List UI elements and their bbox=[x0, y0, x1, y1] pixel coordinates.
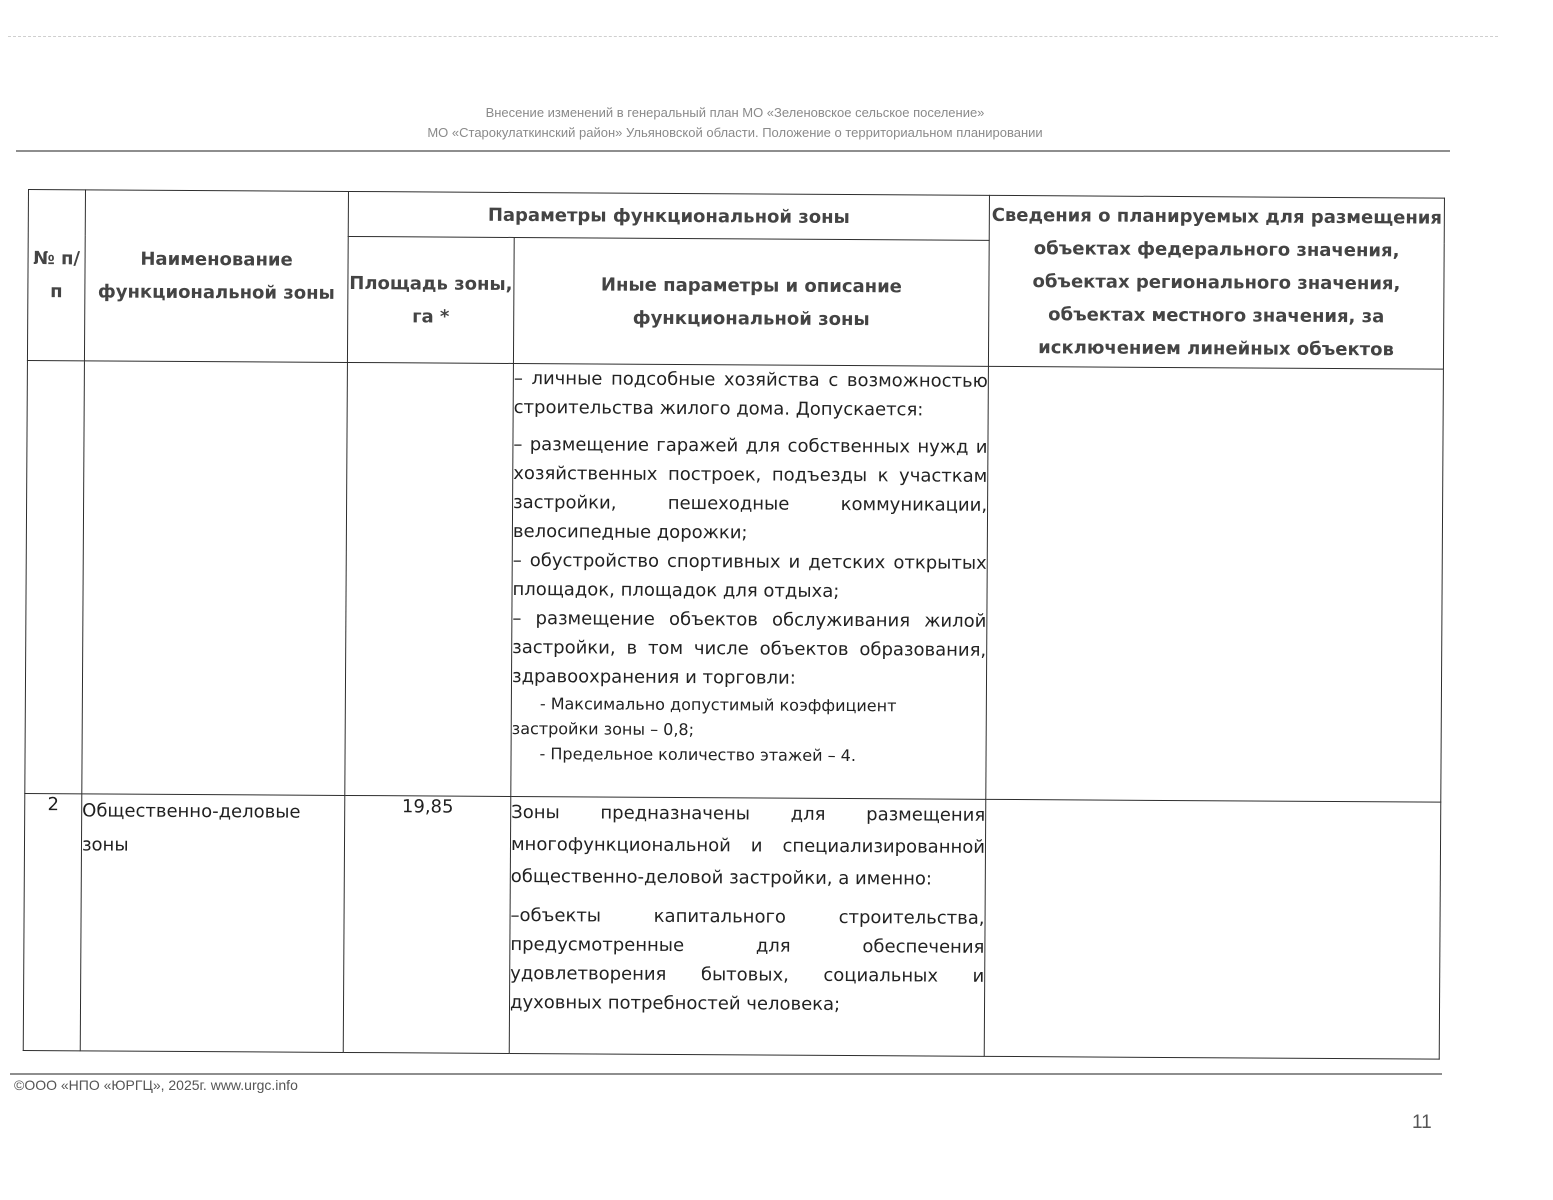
header-area: Площадь зоны, га * bbox=[347, 236, 514, 363]
row-zone-name: Общественно-деловые зоны bbox=[80, 794, 345, 1053]
functional-zones-table bbox=[23, 189, 1445, 1060]
description-parameter: - Предельное количество этажей – 4. bbox=[539, 744, 857, 766]
header-planned-objects: Сведения о планируемых для размещения объектах федерального значения, объектах регионального значения, объектах местного значения, за исключением линейных объектов bbox=[988, 195, 1444, 369]
description-parameter: - Максимально допустимый коэффициент застройки зоны – 0,8; bbox=[511, 694, 897, 740]
description-paragraph: – личные подсобные хозяйства с возможностью строительства жилого дома. Допускается: bbox=[513, 367, 988, 421]
row-num: 2 bbox=[23, 793, 82, 1050]
description-paragraph: – обустройство спортивных и детских открытых площадок, площадок для отдыха; bbox=[512, 549, 987, 602]
row-planned-objects bbox=[986, 366, 1444, 802]
row-planned-objects bbox=[984, 799, 1441, 1059]
row-zone-name bbox=[82, 361, 348, 796]
header-rule bbox=[16, 150, 1450, 152]
page-number: 11 bbox=[1412, 1112, 1432, 1133]
header-params-group: Параметры функциональной зоны bbox=[348, 191, 989, 240]
document-header bbox=[20, 104, 1450, 142]
row-area bbox=[345, 362, 514, 796]
scan-top-rule bbox=[8, 36, 1498, 37]
row-description bbox=[511, 363, 989, 799]
footer-copyright: ©ООО «НПО «ЮРГЦ», 2025г. www.urgc.info bbox=[14, 1077, 298, 1093]
row-area: 19,85 bbox=[343, 795, 511, 1053]
header-line-2: МО «Старокулаткинский район» Ульяновской области. Положение о территориальном планировании bbox=[427, 125, 1043, 140]
description-paragraph: Зоны предназначены для размещения многофункциональной и специализированной общественно-деловой застройки, а именно: bbox=[510, 801, 986, 890]
table-row bbox=[25, 360, 1444, 802]
description-paragraph: – размещение гаражей для собственных нужд и хозяйственных построек, подъезды к участкам застройки, пешеходные коммуникации, велосипедные дорожки; bbox=[512, 433, 988, 544]
row-num bbox=[25, 360, 85, 793]
table-row bbox=[23, 793, 1441, 1059]
header-line-1: Внесение изменений в генеральный план МО «Зеленовское сельское поселение» bbox=[485, 105, 985, 120]
row-description bbox=[509, 796, 986, 1056]
header-zone-name: Наименование функциональной зоны bbox=[84, 190, 348, 363]
header-other-params: Иные параметры и описание функциональной зоны bbox=[513, 237, 989, 366]
description-paragraph: – размещение объектов обслуживания жилой застройки, в том числе объектов образования, здравоохранения и торговли: bbox=[511, 607, 987, 689]
footer-rule bbox=[10, 1073, 1442, 1075]
header-num: № п/п bbox=[27, 190, 85, 361]
description-paragraph: –объекты капитального строительства, предусмотренные для обеспечения удовлетворения бытовых, социальных и духовных потребностей человека; bbox=[509, 904, 985, 1015]
